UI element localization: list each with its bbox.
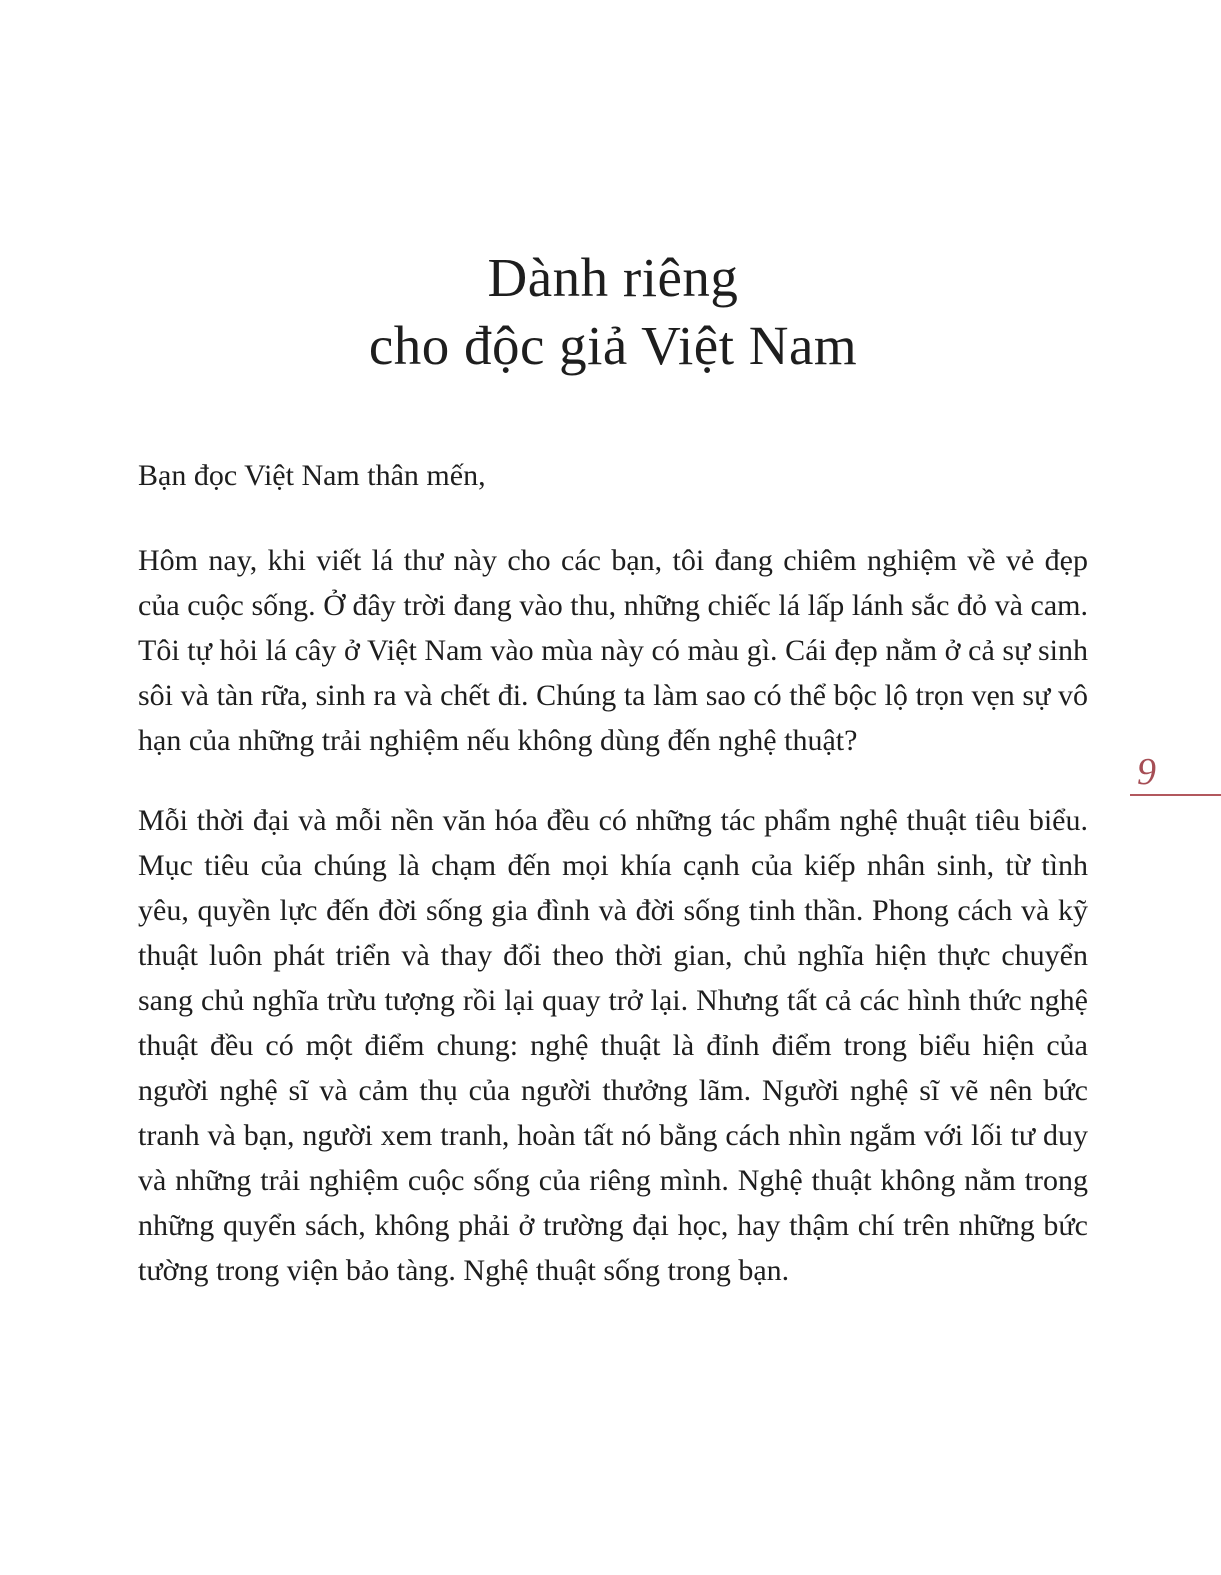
page-number: 9 xyxy=(1137,751,1156,793)
body-text xyxy=(138,453,1088,1293)
page-number-rule xyxy=(1130,794,1221,796)
paragraph-2: Mỗi thời đại và mỗi nền văn hóa đều có những tác phẩm nghệ thuật tiêu biểu. Mục tiêu của chúng là chạm đến mọi khía cạnh của kiếp nhân sinh, từ tình yêu, quyền lực đến đời sống gia đình và đời sống tinh thần. Phong cách và kỹ thuật luôn phát triển và thay đổi theo thời gian, chủ nghĩa hiện thực chuyển sang chủ nghĩa trừu tượng rồi lại quay trở lại. Nhưng tất cả các hình thức nghệ thuật đều có một điểm chung: nghệ thuật là đỉnh điểm trong biểu hiện của người nghệ sĩ và cảm thụ của người thưởng lãm. Người nghệ sĩ vẽ nên bức tranh và bạn, người xem tranh, hoàn tất nó bằng cách nhìn ngắm với lối tư duy và những trải nghiệm cuộc sống của riêng mình. Nghệ thuật không nằm trong những quyển sách, không phải ở trường đại học, hay thậm chí trên những bức tường trong viện bảo tàng. Nghệ thuật sống trong bạn. xyxy=(138,804,1088,1287)
chapter-title xyxy=(138,244,1088,380)
paragraph-1: Hôm nay, khi viết lá thư này cho các bạn, tôi đang chiêm nghiệm về vẻ đẹp của cuộc sống. Ở đây trời đang vào thu, những chiếc lá lấp lánh sắc đỏ và cam. Tôi tự hỏi lá cây ở Việt Nam vào mùa này có màu gì. Cái đẹp nằm ở cả sự sinh sôi và tàn rữa, sinh ra và chết đi. Chúng ta làm sao có thể bộc lộ trọn vẹn sự vô hạn của những trải nghiệm nếu không dùng đến nghệ thuật? xyxy=(138,544,1088,757)
salutation: Bạn đọc Việt Nam thân mến, xyxy=(138,459,486,492)
chapter-title-line-1: Dành riêng xyxy=(487,247,739,308)
page-number-marker xyxy=(1130,752,1221,796)
chapter-title-line-2: cho độc giả Việt Nam xyxy=(368,315,858,376)
